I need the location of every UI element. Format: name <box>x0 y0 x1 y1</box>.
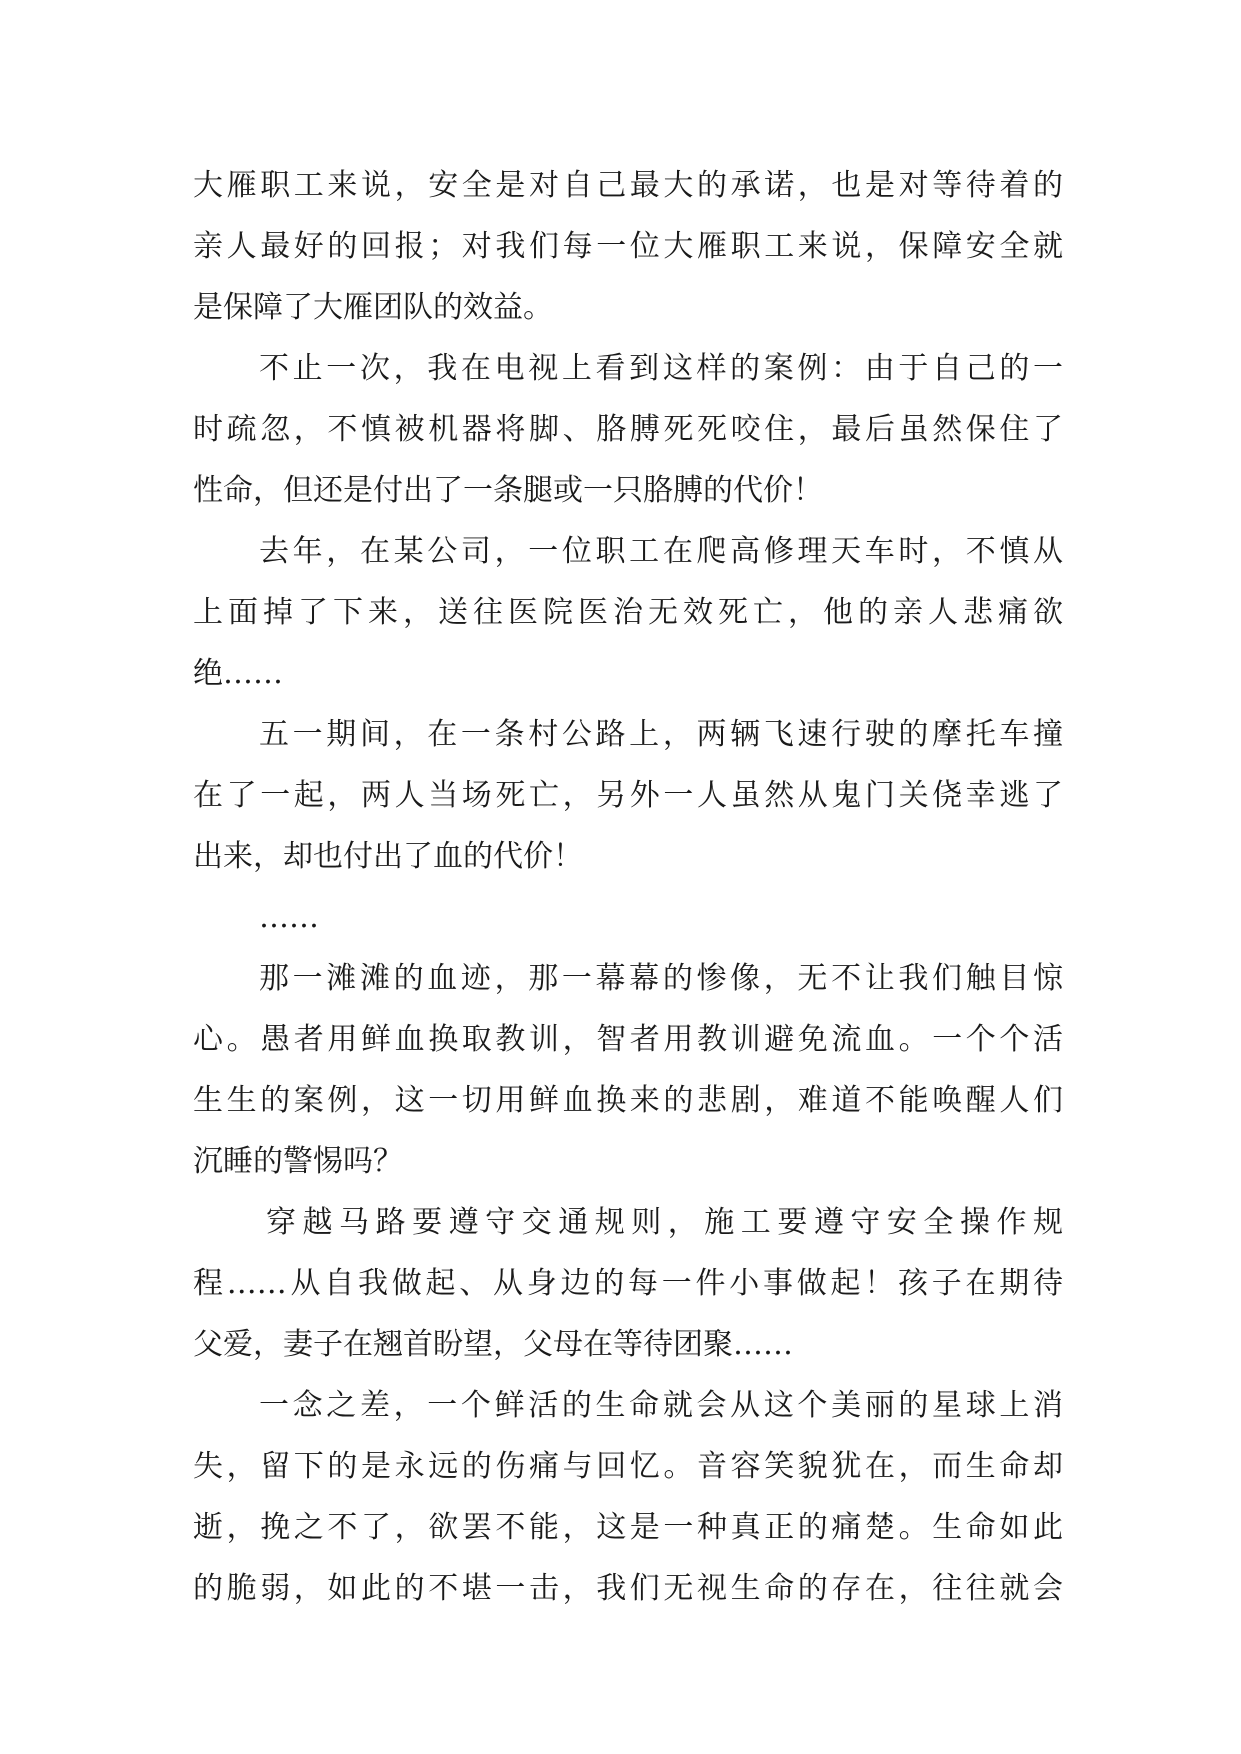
text-line: 去年，在某公司，一位职工在爬高修理天车时，不慎从 <box>259 534 1063 569</box>
text-line: 那一滩滩的血迹，那一幕幕的惨像，无不让我们触目惊 <box>259 961 1063 996</box>
text-line: 出来，却也付出了血的代价！ <box>193 839 583 874</box>
text-line: …… <box>259 900 319 935</box>
text-line: 性命，但还是付出了一条腿或一只胳膊的代价！ <box>193 473 823 508</box>
text-line: 失，留下的是永远的伤痛与回忆。音容笑貌犹在，而生命却 <box>193 1449 1063 1484</box>
text-line: 生生的案例，这一切用鲜血换来的悲剧，难道不能唤醒人们 <box>193 1083 1063 1118</box>
text-line: 在了一起，两人当场死亡，另外一人虽然从鬼门关侥幸逃了 <box>193 778 1063 813</box>
text-line: 沉睡的警惕吗？ <box>193 1144 403 1179</box>
body-text <box>193 155 1063 1619</box>
text-line: 父爱，妻子在翘首盼望，父母在等待团聚…… <box>193 1327 793 1362</box>
text-line: 绝…… <box>193 656 283 691</box>
text-line: 的脆弱，如此的不堪一击，我们无视生命的存在，往往就会 <box>193 1571 1063 1606</box>
text-line: 亲人最好的回报；对我们每一位大雁职工来说，保障安全就 <box>193 229 1063 264</box>
text-line: 上面掉了下来，送往医院医治无效死亡，他的亲人悲痛欲 <box>193 595 1063 630</box>
text-line: 心。愚者用鲜血换取教训，智者用教训避免流血。一个个活 <box>193 1022 1063 1057</box>
text-line: 五一期间，在一条村公路上，两辆飞速行驶的摩托车撞 <box>259 717 1063 752</box>
text-line: 不止一次，我在电视上看到这样的案例：由于自己的一 <box>259 351 1063 386</box>
text-line: 时疏忽，不慎被机器将脚、胳膊死死咬住，最后虽然保住了 <box>193 412 1063 447</box>
text-line: 程……从自我做起、从身边的每一件小事做起！孩子在期待 <box>193 1266 1063 1301</box>
text-line: 一念之差，一个鲜活的生命就会从这个美丽的星球上消 <box>259 1388 1063 1423</box>
text-line: 穿越马路要遵守交通规则，施工要遵守安全操作规 <box>266 1205 1063 1240</box>
text-line: 逝，挽之不了，欲罢不能，这是一种真正的痛楚。生命如此 <box>193 1510 1063 1545</box>
text-line: 是保障了大雁团队的效益。 <box>193 290 553 325</box>
text-line: 大雁职工来说，安全是对自己最大的承诺，也是对等待着的 <box>193 168 1063 203</box>
